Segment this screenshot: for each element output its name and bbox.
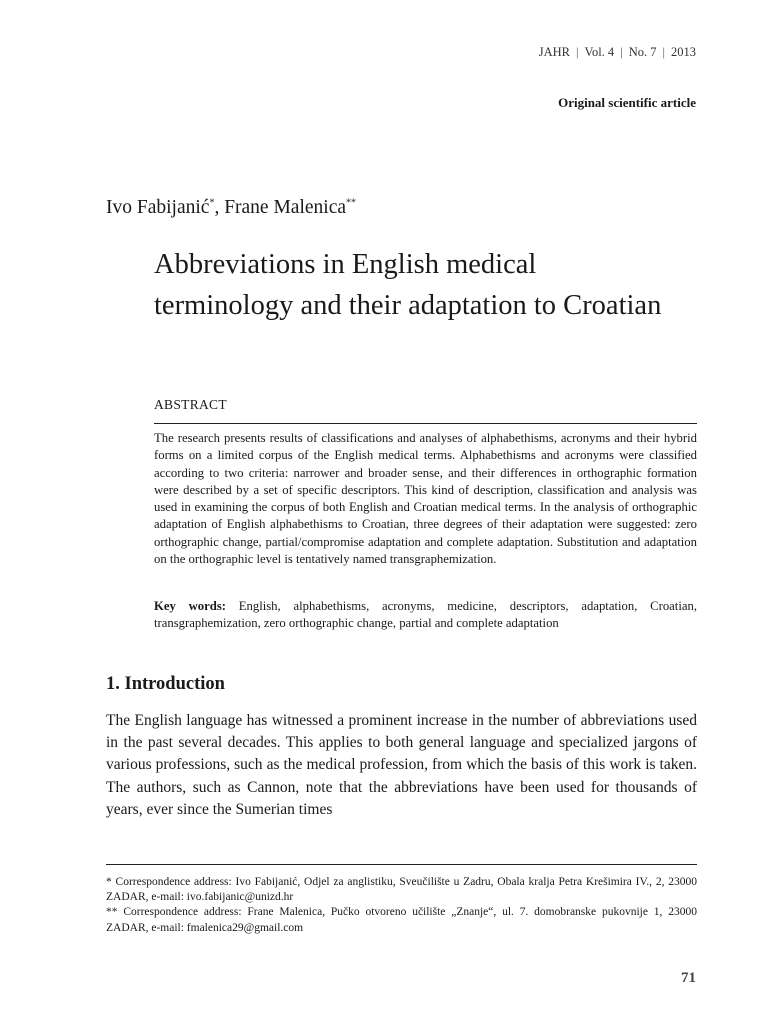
section-heading: 1. Introduction <box>106 674 225 694</box>
journal-number: No. 7 <box>628 45 657 59</box>
footnote-divider <box>106 864 697 865</box>
footnotes <box>106 875 697 936</box>
journal-header <box>539 45 696 60</box>
footnote: ** Correspondence address: Frane Malenica, Pučko otvoreno učilište „Znanje“, ul. 7. domobranske pukovnije 1, 23000 ZADAR, e-mail: fmalenica29@gmail.com <box>106 906 697 934</box>
journal-year: 2013 <box>671 45 696 59</box>
article-title: Abbreviations in English medical terminology and their adaptation to Croatian <box>154 249 662 321</box>
keywords-list: English, alphabethisms, acronyms, medicine, descriptors, adaptation, Croatian, transgraphemization, zero orthographic change, partial and complete adaptation <box>154 599 697 631</box>
author-name: Ivo Fabijanić <box>106 197 210 218</box>
footnote: * Correspondence address: Ivo Fabijanić, Odjel za anglistiku, Sveučilište u Zadru, Obala kralja Petra Krešimira IV., 2, 23000 ZADAR, e-mail: ivo.fabijanic@unizd.hr <box>106 876 697 904</box>
header-separator: | <box>576 45 579 59</box>
journal-name: JAHR <box>538 45 571 59</box>
keywords-label: Key words: <box>154 599 226 613</box>
header-separator: | <box>620 45 623 59</box>
keywords <box>154 598 697 633</box>
body-paragraph: The English language has witnessed a prominent increase in the number of abbreviations used in the past several decades. This applies to both general language and specialized jargons of various professions, such as the medical profession, from which the basis of this work is taken. The authors, such as Cannon, note that the abbreviations have been used for thousands of years, ever since the Sumerian times <box>106 712 697 818</box>
author-line <box>106 197 356 219</box>
author-separator: , <box>214 197 225 218</box>
footnote-marker[interactable]: ** <box>346 197 357 209</box>
page-number: 71 <box>681 970 696 986</box>
article-type: Original scientific article <box>558 95 696 110</box>
footnote-marker[interactable]: * <box>209 197 215 209</box>
abstract-label: ABSTRACT <box>154 397 227 412</box>
journal-volume: Vol. 4 <box>584 45 615 59</box>
header-separator: | <box>662 45 665 59</box>
abstract-text: The research presents results of classifications and analyses of alphabethisms, acronyms and their hybrid forms on a limited corpus of the English medical terms. Alphabethisms and acronyms were classified according to two criteria: narrower and broader sense, and their differences in orthographic formation were described by a set of specific descriptors. This kind of description, classification and analysis was used in examining the corpus of both English and Croatian medical terms. In the analysis of orthographic adaptation of English alphabethisms to Croatian, three degrees of their adaptation were suggested: zero orthographic change, partial/compromise adaptation and complete adaptation. Substitution and adaptation on the orthographic level is tentatively named transgraphemization. <box>154 431 697 567</box>
abstract-divider <box>154 423 697 424</box>
author-name: Frane Malenica <box>224 197 347 218</box>
